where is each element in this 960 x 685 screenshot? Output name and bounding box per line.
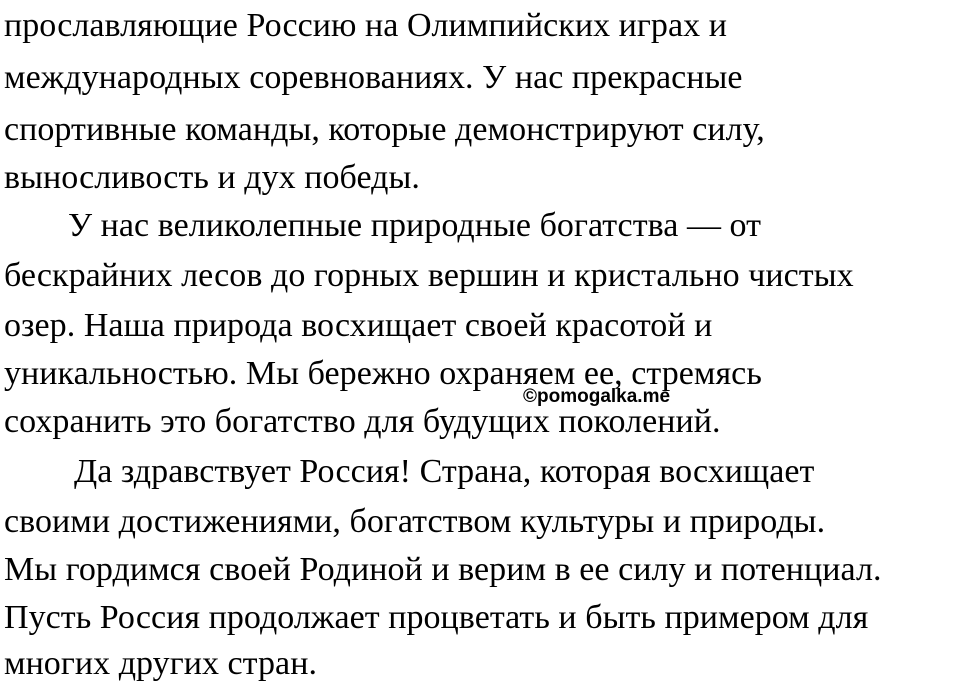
text-line: многих других стран.	[4, 645, 317, 682]
text-line: озер. Наша природа восхищает своей красотой и	[4, 307, 713, 344]
text-line: Мы гордимся своей Родиной и верим в ее силу и потенциал.	[4, 551, 882, 588]
text-line: бескрайних лесов до горных вершин и кристально чистых	[4, 257, 854, 294]
watermark: ©pomogalka.me	[523, 386, 671, 407]
text-line: уникальностью. Мы бережно охраняем ее, стремясь	[4, 355, 762, 392]
text-line: сохранить это богатство для будущих поколений.	[4, 403, 721, 440]
text-line: Пусть Россия продолжает процветать и быть примером для	[4, 599, 869, 636]
text-line: Да здравствует Россия! Страна, которая восхищает	[74, 453, 815, 490]
text-line: своими достижениями, богатством культуры и природы.	[4, 503, 826, 540]
text-line: международных соревнованиях. У нас прекрасные	[4, 59, 743, 96]
text-line: У нас великолепные природные богатства — от	[68, 207, 762, 244]
text-line: спортивные команды, которые демонстрируют силу,	[4, 111, 765, 148]
text-line: прославляющие Россию на Олимпийских играх и	[4, 7, 727, 44]
text-line: выносливость и дух победы.	[4, 159, 420, 196]
